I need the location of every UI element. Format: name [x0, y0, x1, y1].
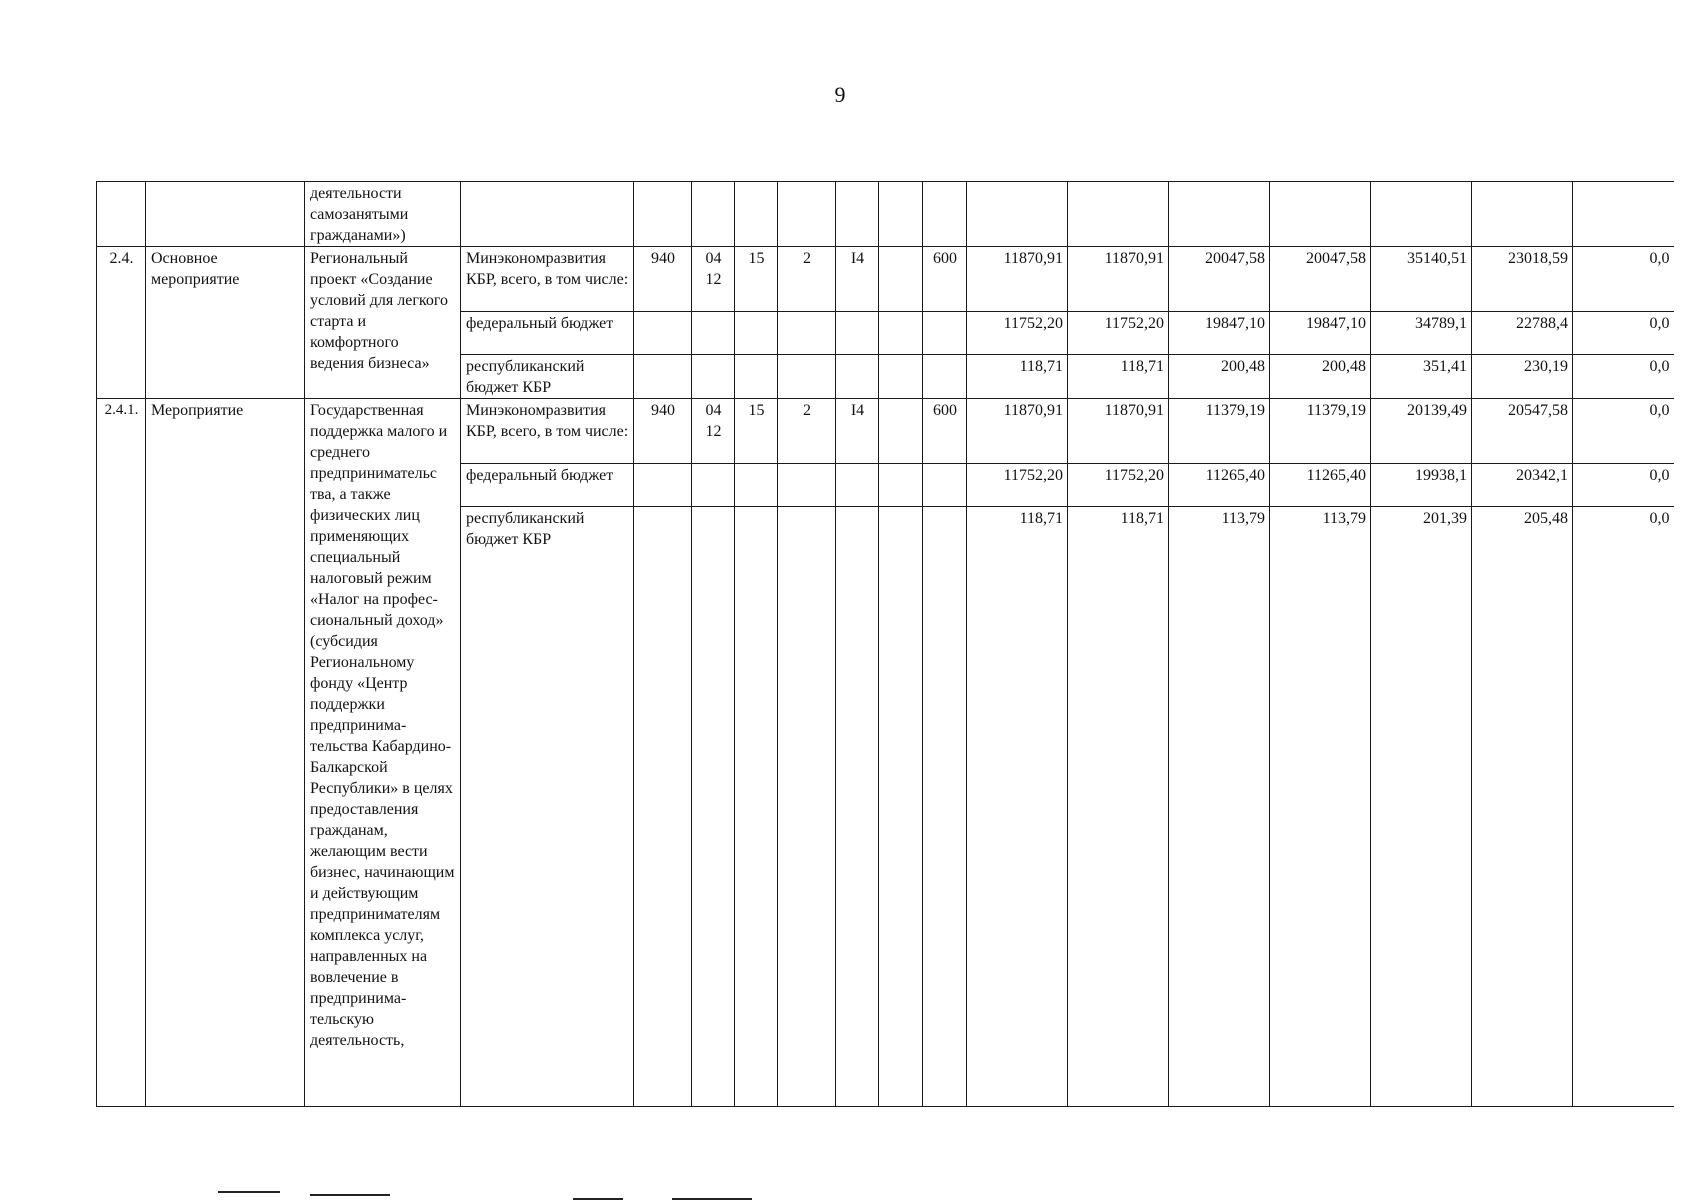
code-pgp: 2 — [778, 399, 836, 464]
value-cell: 351,41 — [1371, 355, 1472, 399]
code-vr: 600 — [923, 399, 967, 464]
value-cell: 0,0 — [1573, 464, 1674, 507]
value-cell: 201,39 — [1371, 507, 1472, 1107]
value-cell: 0,0 — [1573, 312, 1674, 355]
value-cell: 22788,4 — [1472, 312, 1573, 355]
page-number: 9 — [834, 82, 846, 107]
code-grbs: 940 — [634, 399, 692, 464]
value-cell: 11265,40 — [1270, 464, 1371, 507]
value-cell: 11752,20 — [1068, 464, 1169, 507]
event-kind: Основное мероприятие — [146, 247, 305, 399]
code-om: I4 — [836, 399, 879, 464]
code-gp: 15 — [735, 399, 778, 464]
value-cell: 20047,58 — [1270, 247, 1371, 312]
event-description: деятельности самозанятыми гражданами») — [305, 182, 461, 247]
footer-rule — [218, 1191, 280, 1193]
footer-rule — [310, 1194, 390, 1196]
value-cell: 34789,1 — [1371, 312, 1472, 355]
code-vr: 600 — [923, 247, 967, 312]
value-cell: 11870,91 — [967, 399, 1068, 464]
value-cell: 11752,20 — [1068, 312, 1169, 355]
value-cell: 118,71 — [1068, 355, 1169, 399]
table-row-carry-over — [97, 182, 1674, 247]
code-gp: 15 — [735, 247, 778, 312]
value-cell: 19847,10 — [1169, 312, 1270, 355]
funding-source: федеральный бюджет — [461, 464, 634, 507]
value-cell: 11265,40 — [1169, 464, 1270, 507]
budget-table — [96, 181, 1674, 1107]
value-cell: 200,48 — [1270, 355, 1371, 399]
value-cell: 23018,59 — [1472, 247, 1573, 312]
value-cell: 19938,1 — [1371, 464, 1472, 507]
value-cell: 205,48 — [1472, 507, 1573, 1107]
value-cell: 118,71 — [1068, 507, 1169, 1107]
value-cell: 113,79 — [1169, 507, 1270, 1107]
table-row — [97, 399, 1674, 464]
code-rzpr: 04 12 — [692, 247, 735, 312]
code-grbs: 940 — [634, 247, 692, 312]
value-cell: 20547,58 — [1472, 399, 1573, 464]
value-cell: 11752,20 — [967, 312, 1068, 355]
value-cell: 0,0 — [1573, 247, 1674, 312]
value-cell: 0,0 — [1573, 507, 1674, 1107]
value-cell: 35140,51 — [1371, 247, 1472, 312]
value-cell: 11870,91 — [1068, 247, 1169, 312]
event-name: Региональный проект «Создание условий для легкого старта и комфортного ведения бизнеса» — [305, 247, 461, 399]
funding-source: Минэкономразвития КБР, всего, в том числе: — [461, 247, 634, 312]
value-cell: 200,48 — [1169, 355, 1270, 399]
value-cell: 0,0 — [1573, 355, 1674, 399]
code-rzpr: 04 12 — [692, 399, 735, 464]
table-row — [97, 247, 1674, 312]
value-cell: 113,79 — [1270, 507, 1371, 1107]
value-cell: 11379,19 — [1169, 399, 1270, 464]
value-cell: 11752,20 — [967, 464, 1068, 507]
value-cell: 11870,91 — [1068, 399, 1169, 464]
value-cell: 19847,10 — [1270, 312, 1371, 355]
value-cell: 20047,58 — [1169, 247, 1270, 312]
value-cell: 0,0 — [1573, 399, 1674, 464]
event-name: Государственная поддержка малого и среднего предпринимательс тва, а также физических лиц применяющих специальный налоговый режим «Налог на профес- сиональный доход» (субсидия Региональному фонду «Центр поддержки предпринима- тельства Кабардино- Балкарской Республики» в целях предоставления гражданам, желающим вести бизнес, начинающим и действующим предпринимателям комплекса услуг, направленных на вовлечение в предпринима- тельскую деятельность, — [305, 399, 461, 1107]
funding-source: Минэкономразвития КБР, всего, в том числе: — [461, 399, 634, 464]
funding-source: республиканский бюджет КБР — [461, 507, 634, 1107]
value-cell: 230,19 — [1472, 355, 1573, 399]
row-number: 2.4. — [97, 247, 146, 399]
code-om: I4 — [836, 247, 879, 312]
row-number: 2.4.1. — [97, 399, 146, 1107]
value-cell: 11870,91 — [967, 247, 1068, 312]
event-kind: Мероприятие — [146, 399, 305, 1107]
value-cell: 20139,49 — [1371, 399, 1472, 464]
funding-source: федеральный бюджет — [461, 312, 634, 355]
value-cell: 118,71 — [967, 355, 1068, 399]
value-cell: 118,71 — [967, 507, 1068, 1107]
value-cell: 11379,19 — [1270, 399, 1371, 464]
value-cell: 20342,1 — [1472, 464, 1573, 507]
code-pgp: 2 — [778, 247, 836, 312]
funding-source: республиканский бюджет КБР — [461, 355, 634, 399]
